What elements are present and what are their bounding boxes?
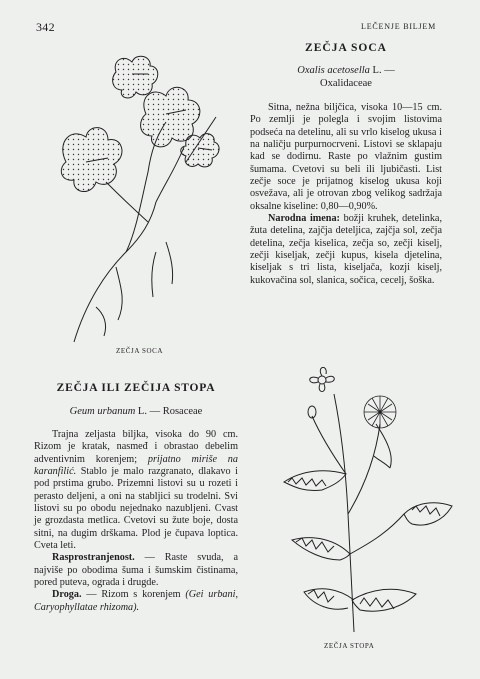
plant-family: Oxalidaceae	[320, 78, 372, 89]
drug-latin: (Gei urbani, Caryophyllatae rhizoma).	[34, 589, 238, 613]
wood-sorrel-illustration	[56, 52, 236, 344]
herb-bennet-illustration	[276, 364, 456, 634]
entry-description: Trajna zeljasta biljka, visoka do 90 cm. Rizom je kratak, nasmeđ i obrastao debelim adventivnim korenjem; prijatno miriše na karanfilić. Stablo je malo razgranato, dlakavo i pod prstima grubo. Prizemni listovi su u rozeti i perasto deljeni, a oni na stabljici su trodelni. Svi listovi su po obodu nejednako nazubljeni. Cvast je grozdasta metlica. Cvetovi su žute boje, dosta sitni, na dugim drškama. Plod je čupava loptica. Cveta leti.	[34, 429, 238, 552]
distribution-paragraph: Rasprostranjenost. — Raste svuda, a najviše po obodima šuma i šumskim čistinama, pored puteva, ograda i drugde.	[34, 552, 238, 589]
latin-author: L. —	[369, 65, 395, 76]
entry-zecja-stopa	[34, 382, 238, 614]
latin-author-family: L. — Rosaceae	[135, 406, 203, 417]
scent-note: prijatno miriše na karanfilić.	[34, 453, 238, 478]
latin-binomial: Oxalis acetosella	[297, 65, 370, 76]
drug-label: Droga.	[52, 589, 82, 601]
folk-names-label: Narodna imena:	[268, 213, 340, 225]
entry-latin-name	[250, 64, 442, 90]
entry-latin-name	[34, 406, 238, 417]
drug-paragraph: Droga. — Rizom s korenjem (Gei urbani, Caryophyllatae rhizoma).	[34, 589, 238, 613]
folk-names-paragraph	[250, 213, 442, 287]
folk-names-text: božji kruhek, detelinka, žuta detelina, zajčja deteljica, zajčja sol, zečja detelina, zečja kiselica, zečja so, zečji kiselj, zečji kiseljak, zečji kupus, kisela djetelina, kiseljak s tri lista, kiseljača, kozji kiselj, kukovačina sol, slanica, sočica, cecelj, šoška.	[250, 213, 442, 286]
herb-bennet-caption: ZEČJA STOPA	[324, 642, 375, 650]
page-number: 342	[36, 20, 55, 34]
entry-title: ZEČJA SOCA	[305, 42, 387, 54]
wood-sorrel-caption: ZEČJA SOCA	[116, 347, 164, 355]
entry-zecja-soca	[250, 42, 442, 287]
entry-title: ZEČJA ILI ZEČIJA STOPA	[56, 382, 216, 394]
latin-binomial: Geum urbanum	[69, 406, 136, 417]
distribution-label: Rasprostranjenost.	[52, 552, 135, 564]
running-head: LEČENJE BILJEM	[361, 22, 436, 31]
entry-description: Sitna, nežna biljčica, visoka 10—15 cm. Po zemlji je polegla i svojim listovima podseća na detelinu, ali su vrlo kiselog ukusa i na naličju purpurnocrveni. Listovi se sklapaju kad se dodirnu. Raste po vlažnim gustim šumama. Cvetovi su beli ili ljubičasti. List zečje soce je prijatnog kiselog ukusa koji osvežava, ali je otrovan zbog velikog sadržaja oksalne kiseline: 0,80—0,90%.	[250, 102, 442, 212]
